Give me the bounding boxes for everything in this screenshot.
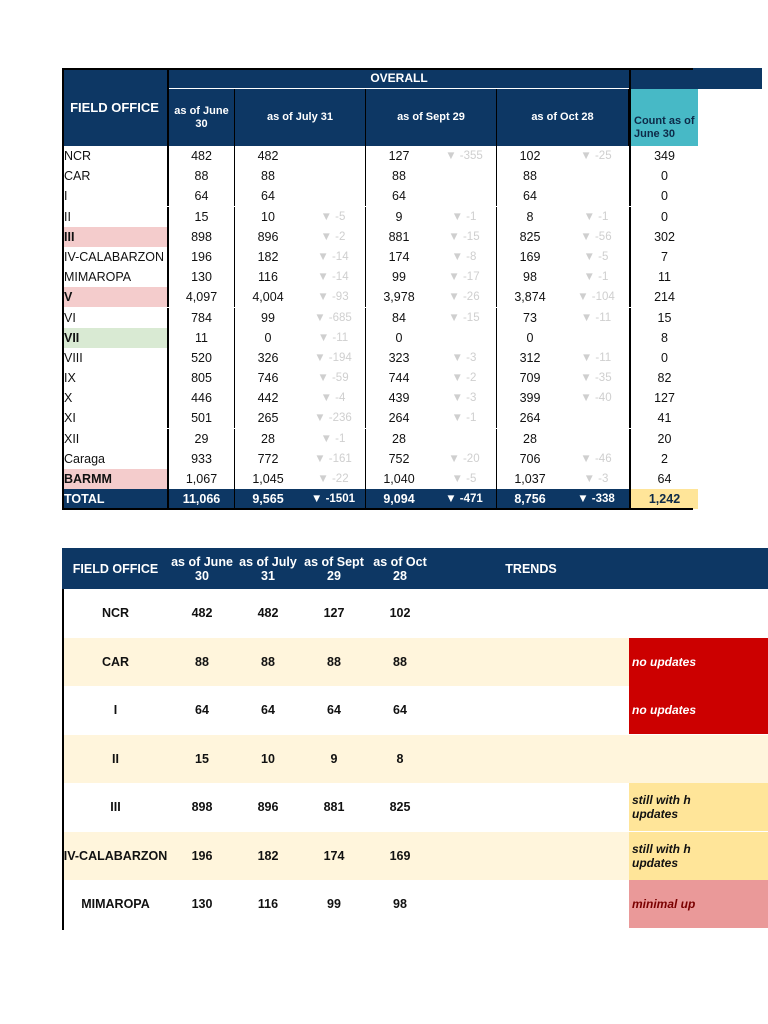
cell-ds: ▼ -2 bbox=[432, 368, 497, 388]
cell-july: 1,045 bbox=[252, 472, 284, 486]
cell-july: 99 bbox=[261, 310, 275, 325]
cell-july: 88 bbox=[261, 654, 275, 669]
table-row bbox=[62, 735, 768, 783]
cell-ds: ▼ -471 bbox=[432, 489, 497, 509]
cell-july: 116 bbox=[258, 270, 278, 285]
cell-oct: 264 bbox=[519, 411, 541, 426]
cell-oct: 709 bbox=[519, 371, 541, 386]
cell-july: 28 bbox=[261, 431, 275, 446]
cell-dj: ▼ -236 bbox=[301, 408, 366, 428]
cell-sept: 174 bbox=[388, 249, 410, 264]
cell-sept: 88 bbox=[392, 169, 406, 184]
cell-oct: 88 bbox=[523, 169, 537, 184]
cell-july: 4,004 bbox=[252, 290, 284, 305]
cell-july: 64 bbox=[261, 703, 275, 717]
cell-ds bbox=[432, 429, 497, 449]
table-row bbox=[62, 469, 698, 489]
cell-dj: ▼ -1 bbox=[301, 429, 366, 449]
cell-sept: 752 bbox=[388, 451, 410, 466]
header-june: as of June 30 bbox=[169, 89, 235, 146]
cell-do bbox=[563, 328, 629, 348]
cell-june: 196 bbox=[169, 247, 235, 267]
cell-sept: 9 bbox=[330, 751, 338, 766]
cell-count: 302 bbox=[629, 227, 698, 247]
status-note: no updates bbox=[629, 638, 768, 686]
cell-do: ▼ -40 bbox=[580, 392, 612, 405]
cell-sept: 3,978 bbox=[383, 290, 415, 305]
field-office-name: I bbox=[62, 186, 169, 206]
table-row bbox=[62, 247, 698, 267]
table-row bbox=[62, 368, 698, 388]
cell-sept: 28 bbox=[392, 431, 406, 446]
cell-sept: 127 bbox=[388, 149, 410, 163]
header-june: as of June 30 bbox=[171, 554, 233, 583]
cell-oct: 1,037 bbox=[514, 472, 546, 486]
cell-count: 0 bbox=[629, 186, 698, 206]
cell-june: 501 bbox=[169, 408, 235, 428]
field-office-name: IV-CALABARZON bbox=[63, 848, 168, 863]
cell-july: 182 bbox=[257, 848, 279, 863]
field-office-name: VIII bbox=[62, 348, 169, 368]
table-row bbox=[62, 287, 698, 307]
table-row bbox=[62, 186, 698, 206]
cell-oct: 8,756 bbox=[514, 492, 546, 507]
cell-do: ▼ -104 bbox=[577, 291, 615, 304]
field-office-name: V bbox=[62, 287, 169, 307]
cell-june: 130 bbox=[191, 897, 213, 911]
field-office-name: BARMM bbox=[62, 469, 169, 489]
cell-do: ▼ -25 bbox=[580, 150, 612, 162]
header-field-office: FIELD OFFICE bbox=[62, 68, 169, 146]
cell-oct: 88 bbox=[393, 654, 407, 669]
cell-oct: 102 bbox=[519, 149, 541, 163]
cell-july: 64 bbox=[261, 189, 275, 204]
cell-july: 10 bbox=[261, 751, 275, 766]
cell-do: ▼ -3 bbox=[583, 473, 609, 485]
field-office-name: VII bbox=[62, 328, 169, 348]
cell-count: 349 bbox=[629, 146, 698, 166]
cell-dj: ▼ -22 bbox=[301, 469, 366, 489]
cell-sept: 1,040 bbox=[383, 472, 415, 486]
cell-sept: 88 bbox=[327, 654, 341, 669]
cell-dj bbox=[301, 146, 366, 166]
cell-oct: 169 bbox=[519, 249, 541, 264]
cell-dj: ▼ -11 bbox=[301, 328, 366, 348]
table-row bbox=[62, 880, 768, 928]
cell-ds: ▼ -17 bbox=[432, 267, 497, 287]
header-count: Count as of June 30 bbox=[629, 89, 698, 146]
table-row bbox=[62, 429, 698, 449]
cell-count: 11 bbox=[629, 267, 698, 287]
cell-do: ▼ -338 bbox=[577, 493, 615, 506]
cell-ds: ▼ -26 bbox=[432, 287, 497, 307]
table-row bbox=[62, 686, 768, 734]
cell-oct: 169 bbox=[389, 848, 411, 863]
cell-dj: ▼ -4 bbox=[301, 388, 366, 408]
table-row bbox=[62, 267, 698, 287]
cell-sept: 84 bbox=[392, 310, 406, 325]
trends-table-header bbox=[62, 548, 768, 589]
field-office-name: II bbox=[112, 751, 119, 766]
header-cap bbox=[629, 68, 693, 89]
cell-count: 8 bbox=[629, 328, 698, 348]
field-office-name: II bbox=[62, 207, 169, 227]
cell-dj: ▼ -93 bbox=[301, 287, 366, 307]
cell-do bbox=[563, 429, 629, 449]
field-office-name: NCR bbox=[62, 146, 169, 166]
cell-dj: ▼ -59 bbox=[301, 368, 366, 388]
cell-dj: ▼ -14 bbox=[301, 247, 366, 267]
cell-count: 127 bbox=[629, 388, 698, 408]
cell-july: 9,565 bbox=[252, 492, 284, 507]
cell-july: 746 bbox=[257, 371, 279, 386]
cell-july: 116 bbox=[257, 897, 279, 911]
cell-do: ▼ -11 bbox=[580, 351, 612, 364]
cell-do: ▼ -35 bbox=[580, 372, 612, 385]
header-july: as of July 31 bbox=[235, 89, 366, 146]
table-row bbox=[62, 328, 698, 348]
cell-do: ▼ -56 bbox=[580, 230, 612, 243]
cell-june: 805 bbox=[169, 368, 235, 388]
cell-sept: 744 bbox=[388, 371, 410, 386]
cell-dj bbox=[301, 166, 366, 186]
table-row bbox=[62, 783, 768, 831]
cell-june: 520 bbox=[169, 348, 235, 368]
field-office-name: IV-CALABARZON bbox=[62, 247, 169, 267]
cell-july: 442 bbox=[257, 391, 279, 406]
cell-dj: ▼ -1501 bbox=[301, 489, 366, 509]
cell-count: 82 bbox=[629, 368, 698, 388]
cell-dj: ▼ -194 bbox=[301, 348, 366, 368]
cell-count: 0 bbox=[629, 166, 698, 186]
cell-july: 772 bbox=[257, 451, 279, 466]
cell-ds bbox=[432, 186, 497, 206]
header-trends: TRENDS bbox=[505, 561, 557, 576]
cell-dj bbox=[301, 186, 366, 206]
cell-june: 88 bbox=[169, 166, 235, 186]
field-office-name: TOTAL bbox=[62, 489, 169, 509]
cell-sept: 0 bbox=[395, 330, 403, 345]
cell-oct: 28 bbox=[523, 431, 537, 446]
cell-oct: 3,874 bbox=[514, 290, 546, 305]
total-row bbox=[62, 489, 698, 509]
cell-june: 64 bbox=[195, 703, 209, 717]
cell-count: 20 bbox=[629, 429, 698, 449]
cell-do: ▼ -1 bbox=[583, 210, 609, 223]
cell-sept: 881 bbox=[388, 229, 410, 244]
header-overall: OVERALL bbox=[169, 68, 629, 89]
cell-do bbox=[563, 408, 629, 428]
cell-june: 4,097 bbox=[169, 287, 235, 307]
cell-do: ▼ -5 bbox=[583, 250, 609, 263]
cell-sept: 64 bbox=[327, 703, 341, 717]
cell-oct: 706 bbox=[519, 451, 541, 466]
status-note bbox=[629, 589, 768, 637]
field-office-name: NCR bbox=[101, 606, 130, 620]
cell-count: 15 bbox=[629, 308, 698, 328]
cell-count: 64 bbox=[629, 469, 698, 489]
cell-june: 933 bbox=[169, 449, 235, 469]
cell-sept: 99 bbox=[327, 897, 341, 911]
cell-july: 10 bbox=[261, 209, 275, 224]
cell-oct: 312 bbox=[519, 350, 541, 365]
cell-oct: 8 bbox=[526, 209, 534, 224]
cell-ds: ▼ -8 bbox=[432, 247, 497, 267]
cell-ds: ▼ -1 bbox=[432, 408, 497, 428]
cell-ds: ▼ -15 bbox=[432, 308, 497, 328]
table-row bbox=[62, 348, 698, 368]
field-office-name: CAR bbox=[101, 654, 130, 669]
overall-table-body bbox=[62, 146, 698, 509]
header-cap-extension bbox=[693, 68, 762, 89]
cell-count: 2 bbox=[629, 449, 698, 469]
header-oct: as of Oct 28 bbox=[497, 89, 629, 146]
cell-oct: 73 bbox=[523, 310, 537, 325]
overall-table bbox=[62, 68, 762, 510]
cell-ds bbox=[432, 166, 497, 186]
cell-sept: 439 bbox=[388, 391, 410, 406]
cell-sept: 9,094 bbox=[383, 492, 415, 507]
cell-sept: 9 bbox=[395, 209, 403, 224]
table-row bbox=[62, 308, 698, 328]
table-row bbox=[62, 408, 698, 428]
cell-oct: 102 bbox=[389, 606, 411, 620]
header-oct: as of Oct 28 bbox=[373, 554, 427, 583]
cell-sept: 881 bbox=[323, 800, 345, 814]
table-row bbox=[62, 589, 768, 637]
cell-dj: ▼ -14 bbox=[301, 267, 366, 287]
cell-count: 1,242 bbox=[629, 489, 698, 509]
cell-july: 182 bbox=[257, 249, 279, 264]
table-row bbox=[62, 166, 698, 186]
cell-oct: 98 bbox=[393, 897, 407, 911]
cell-june: 482 bbox=[169, 146, 235, 166]
cell-count: 0 bbox=[629, 207, 698, 227]
cell-july: 88 bbox=[261, 169, 275, 184]
cell-june: 130 bbox=[169, 267, 235, 287]
cell-sept: 99 bbox=[392, 270, 406, 285]
table-left-border bbox=[62, 589, 64, 930]
table-row bbox=[62, 638, 768, 686]
cell-oct: 8 bbox=[396, 751, 404, 766]
status-note: still with h updates bbox=[629, 783, 768, 831]
cell-do: ▼ -46 bbox=[580, 452, 612, 465]
status-note: still with h updates bbox=[629, 832, 768, 880]
cell-dj: ▼ -161 bbox=[301, 449, 366, 469]
header-field-office: FIELD OFFICE bbox=[72, 561, 159, 576]
cell-oct: 825 bbox=[519, 229, 541, 244]
field-office-name: CAR bbox=[62, 166, 169, 186]
cell-june: 196 bbox=[191, 848, 213, 863]
cell-june: 15 bbox=[169, 207, 235, 227]
cell-do bbox=[563, 166, 629, 186]
cell-ds: ▼ -3 bbox=[432, 388, 497, 408]
table-row bbox=[62, 207, 698, 227]
field-office-name: MIMAROPA bbox=[81, 897, 150, 911]
cell-july: 265 bbox=[257, 411, 279, 426]
header-july: as of July 31 bbox=[239, 554, 297, 583]
cell-oct: 64 bbox=[393, 703, 407, 717]
cell-june: 898 bbox=[191, 800, 213, 814]
status-note bbox=[629, 735, 768, 783]
cell-dj: ▼ -685 bbox=[301, 308, 366, 328]
field-office-name: MIMAROPA bbox=[62, 267, 169, 287]
table-row bbox=[62, 388, 698, 408]
field-office-name: III bbox=[110, 800, 121, 814]
cell-june: 784 bbox=[169, 308, 235, 328]
field-office-name: III bbox=[62, 227, 169, 247]
field-office-name: XII bbox=[62, 429, 169, 449]
cell-ds: ▼ -3 bbox=[432, 348, 497, 368]
cell-june: 446 bbox=[169, 388, 235, 408]
table-row bbox=[62, 146, 698, 166]
header-sept: as of Sept 29 bbox=[304, 554, 364, 583]
cell-ds: ▼ -1 bbox=[432, 207, 497, 227]
field-office-name: I bbox=[113, 703, 118, 717]
cell-july: 482 bbox=[257, 149, 279, 163]
cell-do: ▼ -11 bbox=[580, 311, 612, 324]
cell-ds bbox=[432, 328, 497, 348]
cell-ds: ▼ -5 bbox=[432, 469, 497, 489]
cell-oct: 64 bbox=[523, 189, 537, 204]
status-note: no updates bbox=[629, 686, 768, 734]
cell-count: 0 bbox=[629, 348, 698, 368]
cell-ds: ▼ -15 bbox=[432, 227, 497, 247]
status-note: minimal up bbox=[629, 880, 768, 928]
cell-june: 15 bbox=[195, 751, 209, 766]
table-row bbox=[62, 227, 698, 247]
trends-table bbox=[62, 548, 768, 930]
cell-sept: 264 bbox=[388, 411, 410, 426]
cell-june: 29 bbox=[169, 429, 235, 449]
cell-july: 326 bbox=[257, 350, 279, 365]
cell-sept: 174 bbox=[323, 848, 345, 863]
cell-do: ▼ -1 bbox=[583, 271, 609, 284]
cell-june: 1,067 bbox=[169, 469, 235, 489]
cell-sept: 127 bbox=[323, 606, 345, 620]
cell-dj: ▼ -2 bbox=[301, 227, 366, 247]
cell-june: 64 bbox=[169, 186, 235, 206]
cell-count: 214 bbox=[629, 287, 698, 307]
cell-july: 896 bbox=[257, 229, 279, 244]
cell-oct: 825 bbox=[389, 800, 411, 814]
cell-sept: 64 bbox=[392, 189, 406, 204]
cell-july: 0 bbox=[264, 330, 272, 345]
cell-july: 482 bbox=[257, 606, 279, 620]
cell-ds: ▼ -20 bbox=[432, 449, 497, 469]
cell-count: 41 bbox=[629, 408, 698, 428]
field-office-name: XI bbox=[62, 408, 169, 428]
cell-oct: 399 bbox=[519, 391, 541, 406]
field-office-name: IX bbox=[62, 368, 169, 388]
cell-oct: 98 bbox=[523, 270, 537, 285]
cell-do bbox=[563, 186, 629, 206]
cell-dj: ▼ -5 bbox=[301, 207, 366, 227]
table-row bbox=[62, 832, 768, 880]
table-row bbox=[62, 449, 698, 469]
field-office-name: VI bbox=[62, 308, 169, 328]
cell-ds: ▼ -355 bbox=[432, 146, 497, 166]
cell-oct: 0 bbox=[526, 330, 534, 345]
cell-sept: 323 bbox=[388, 350, 410, 365]
cell-july: 896 bbox=[257, 800, 279, 814]
cell-count: 7 bbox=[629, 247, 698, 267]
field-office-name: X bbox=[62, 388, 169, 408]
cell-june: 482 bbox=[191, 606, 213, 620]
header-sept: as of Sept 29 bbox=[366, 89, 497, 146]
cell-june: 11 bbox=[169, 328, 235, 348]
cell-june: 88 bbox=[195, 654, 209, 669]
cell-june: 898 bbox=[169, 227, 235, 247]
field-office-name: Caraga bbox=[62, 449, 169, 469]
cell-june: 11,066 bbox=[169, 489, 235, 509]
